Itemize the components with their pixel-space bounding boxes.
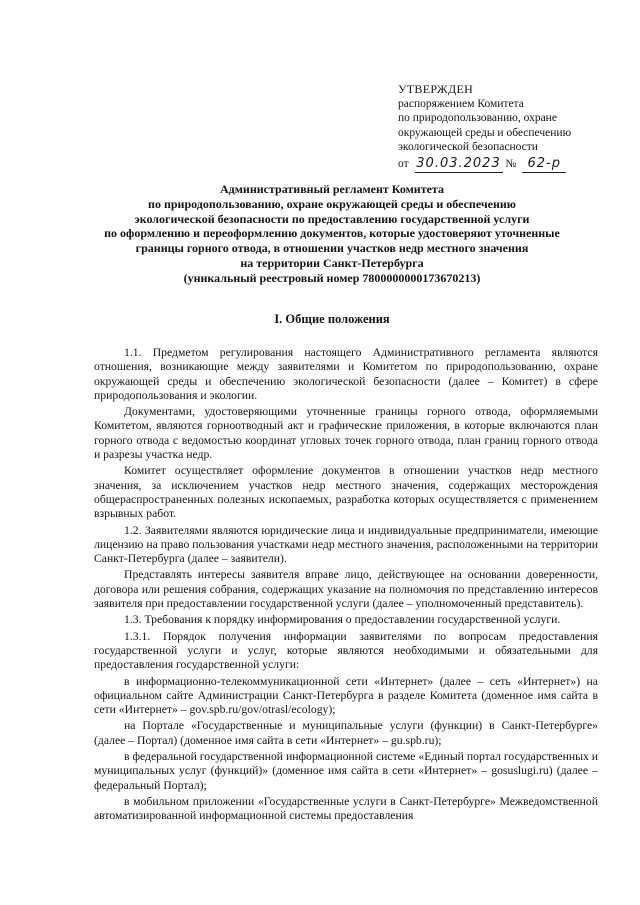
title-line: (уникальный реестровый номер 7800000000173670213) — [183, 270, 481, 285]
paragraph: 1.2. Заявителями являются юридические лица и индивидуальные предприниматели, имеющие лицензию на право пользования участками недр местного значения, расположенными на территории Санкт-Петербурга (далее – заявители). — [94, 523, 598, 566]
paragraph: Комитет осуществляет оформление документов в отношении участков недр местного значения, за исключением участков недр местного значения, содержащих месторождения общераспространенных полезных ископаемых, разработка которых осуществляется с применением взрывных работ. — [94, 464, 598, 521]
paragraph: 1.3. Требования к порядку информирования о предоставлении государственной услуги. — [124, 613, 561, 627]
paragraph: Документами, удостоверяющими уточненные границы горного отвода, оформляемыми Комитетом, являются горноотводный акт и графические приложения, в которые включаются план горного отвода с ведомостью координат угловых точек горного отвода, план границ горного отвода и разрезы участка недр. — [94, 405, 598, 462]
paragraph: 1.3.1. Порядок получения информации заявителями по вопросам предоставления государственной услуги и услуг, которые являются необходимыми и обязательными для предоставления государственной услуги: — [94, 629, 598, 672]
handwritten-date: 30.03.2023 — [416, 155, 501, 171]
approval-date-line — [398, 157, 598, 173]
document-body — [94, 346, 598, 826]
title-line: по оформлению и переоформлению документов, которые удостоверяют уточненные — [104, 226, 560, 241]
number-prefix: № — [505, 157, 517, 170]
title-line: границы горного отвода, в отношении участков недр местного значения — [135, 241, 529, 256]
paragraph: 1.1. Предметом регулирования настоящего Административного регламента являются отношения, возникающие между заявителями и Комитетом по природопользованию, охране окружающей среды и обеспечению экологической безопасности (далее – Комитет) в сфере природопользования и экологии. — [94, 346, 598, 402]
approval-stamp: УТВЕРЖДЕН — [398, 82, 474, 96]
approval-block — [398, 82, 598, 173]
date-prefix: от — [398, 157, 409, 170]
approval-line: распоряжением Комитета — [398, 97, 524, 110]
document-title — [92, 182, 572, 286]
section-heading: I. Общие положения — [274, 312, 390, 326]
title-line: на территории Санкт-Петербурга — [240, 255, 424, 270]
paragraph: в информационно-телекоммуникационной сети «Интернет» (далее – сеть «Интернет») на официальном сайте Администрации Санкт-Петербурга в разделе Комитета (доменное имя сайта в сети «Интернет» – gov.spb.ru/gov/otrasl/ecology); — [94, 674, 598, 717]
title-line: по природопользованию, охране окружающей среды и обеспечению — [148, 196, 516, 211]
paragraph: в федеральной государственной информационной системе «Единый портал государственных и муниципальных услуг (функций)» (доменное имя сайта в сети «Интернет» – gosuslugi.ru) (далее – федеральный Портал); — [94, 750, 598, 792]
paragraph: в мобильном приложении «Государственные услуги в Санкт-Петербурге» Межведомственной автоматизированной информационной системы предоставления — [94, 794, 598, 823]
approval-line: по природопользованию, охране — [398, 112, 557, 125]
paragraph: Представлять интересы заявителя вправе лицо, действующее на основании доверенности, договора или решения собрания, содержащих указание на полномочия по представлению интересов заявителя при предоставлении государственной услуги (далее – уполномоченный представитель). — [94, 568, 598, 611]
title-line: Административный регламент Комитета — [220, 182, 444, 196]
paragraph: на Портале «Государственные и муниципальные услуги (функции) в Санкт-Петербурге» (далее – Портал) (доменное имя сайта в сети «Интернет» – gu.spb.ru); — [94, 719, 598, 747]
approval-line: экологической безопасности — [398, 141, 538, 154]
handwritten-number: 62-р — [522, 157, 566, 173]
approval-line: окружающей среды и обеспечению — [398, 126, 572, 139]
title-line: экологической безопасности по предоставлению государственной услуги — [134, 211, 530, 226]
